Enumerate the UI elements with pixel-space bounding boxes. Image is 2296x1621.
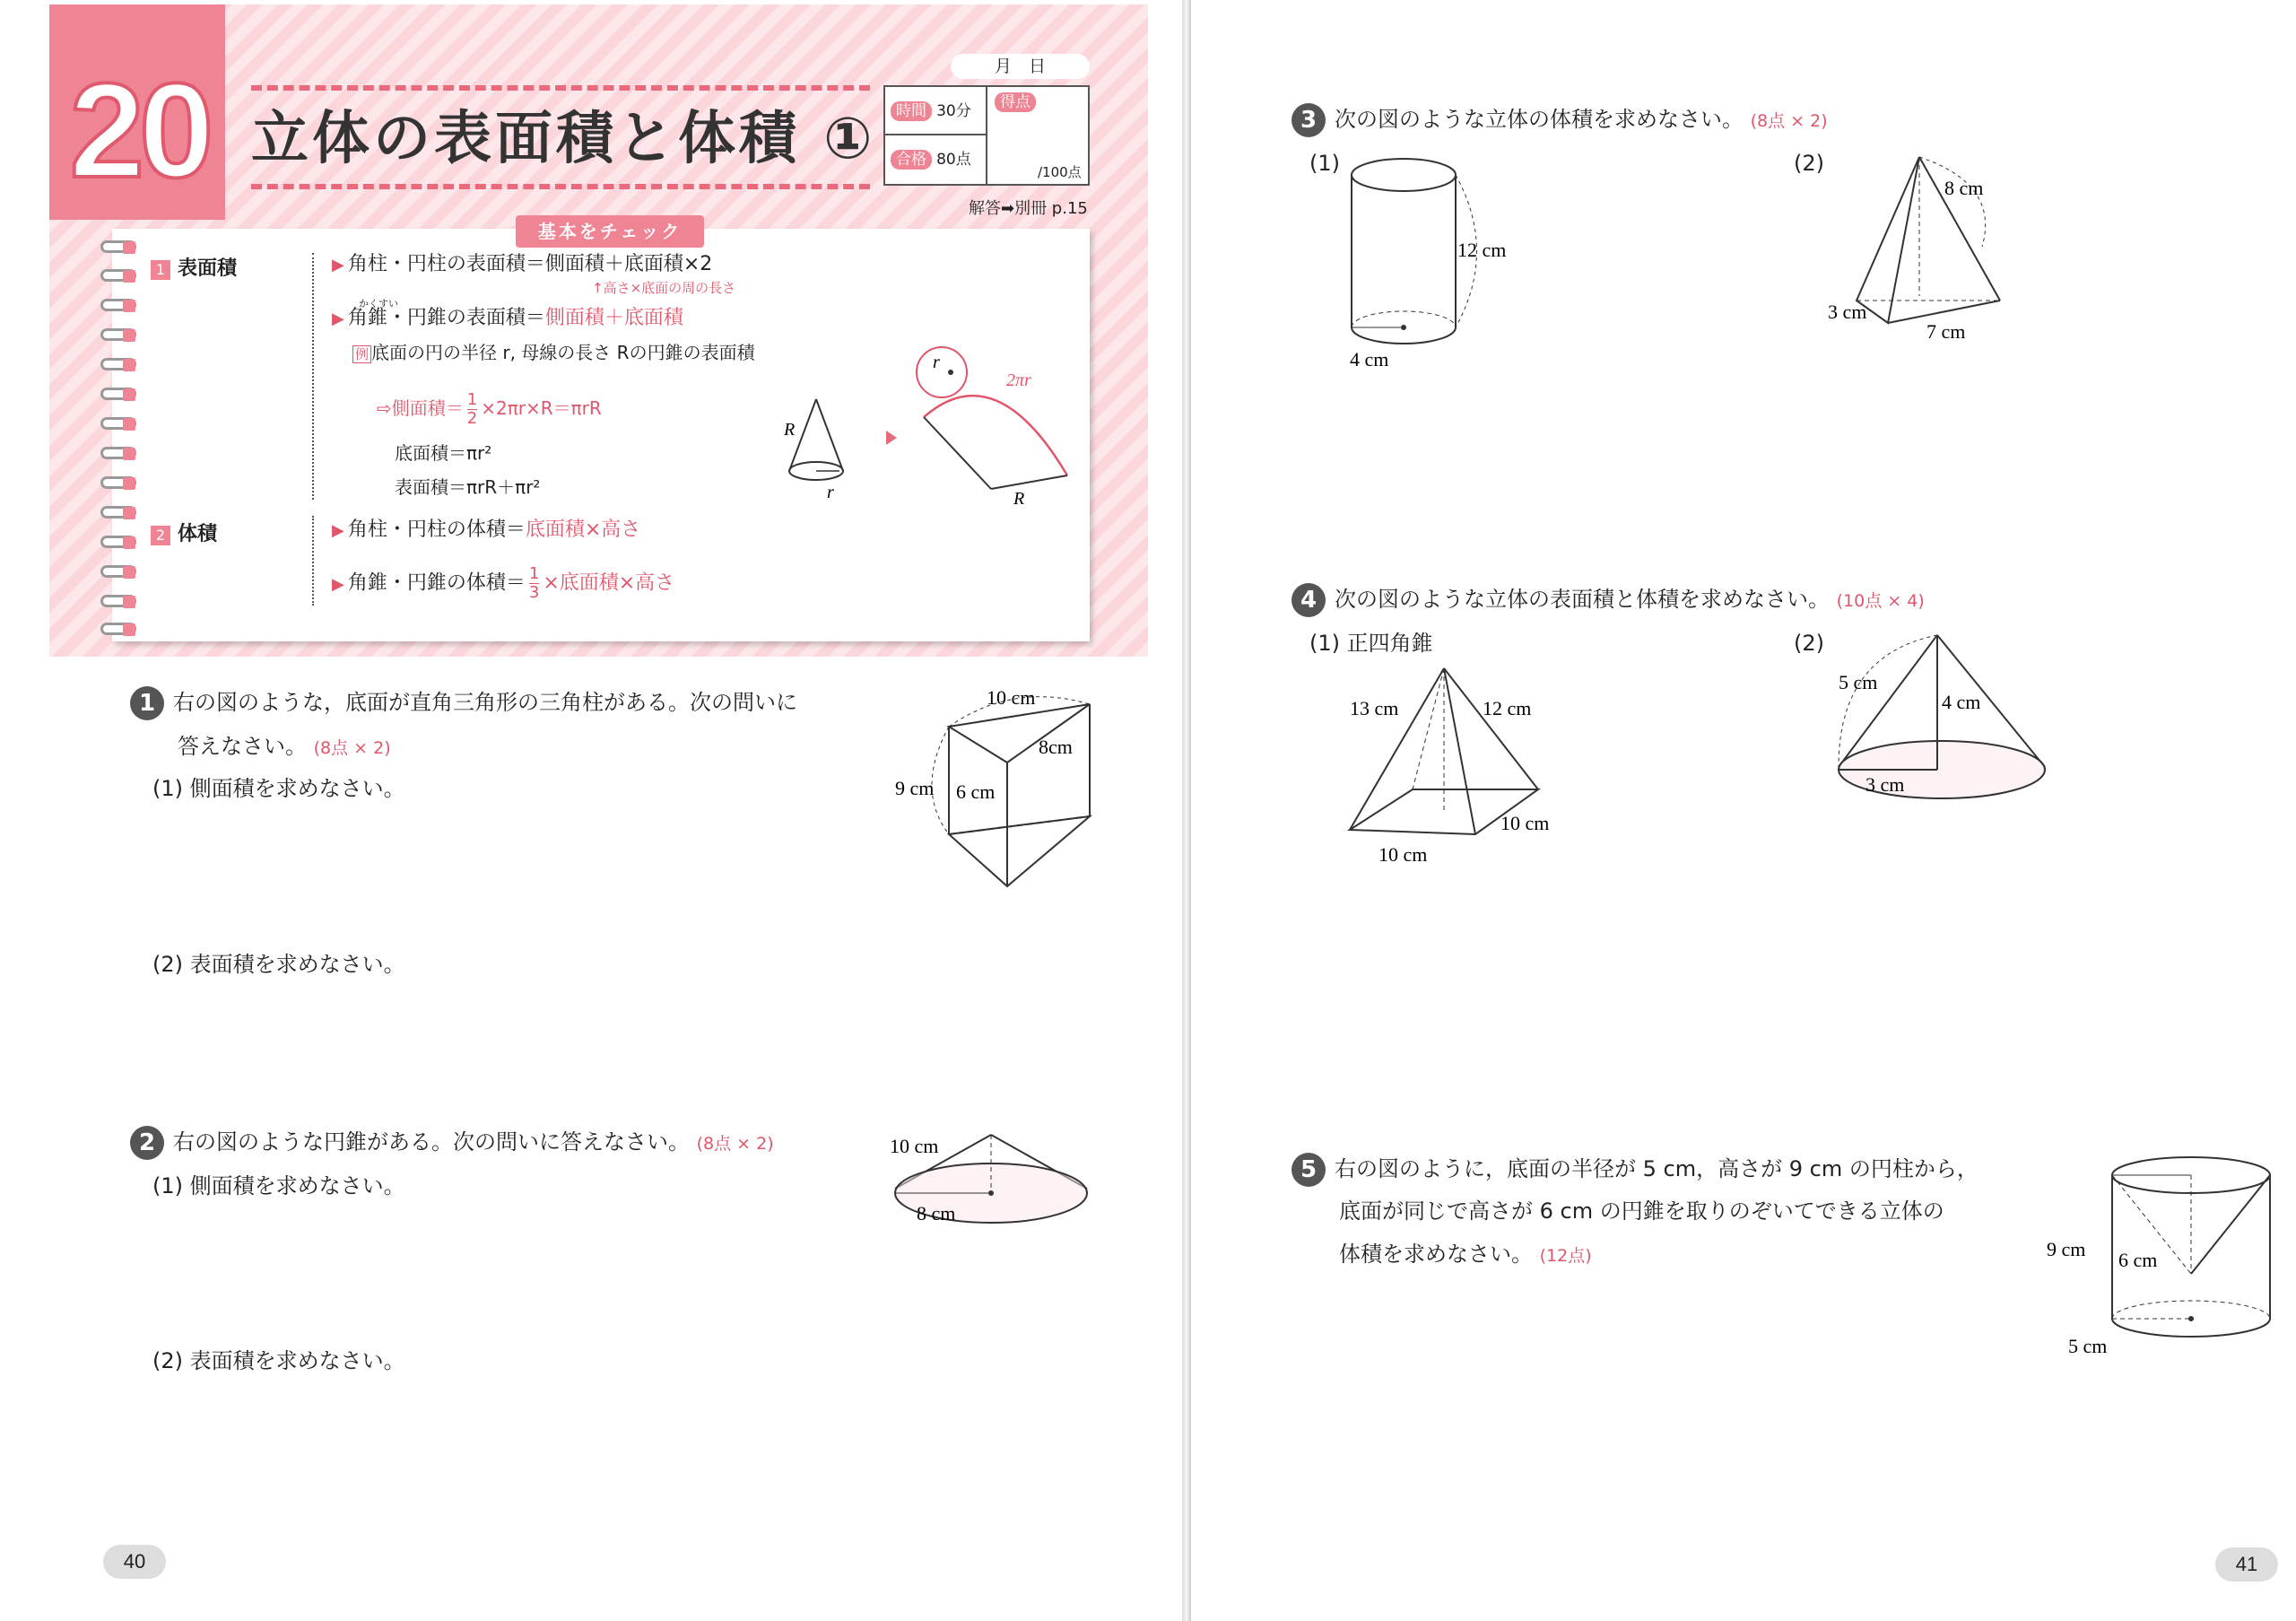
formula-pyramid-surface: ▶ 角錐・円錐の表面積＝側面積＋底面積 xyxy=(332,307,683,329)
edge-label: 12 cm xyxy=(1483,697,1532,719)
ruby-kakusui: かくすい xyxy=(359,298,398,309)
label-r: r xyxy=(827,483,834,502)
lesson-title: 立体の表面積と体積 ① xyxy=(251,106,876,172)
surface-area-formula: 表面積＝πrR＋πr² xyxy=(395,476,541,498)
binder-ring xyxy=(100,565,136,578)
question-1-line2: 答えなさい。 (8点 × 2) xyxy=(178,734,391,759)
q3-sub1: (1) xyxy=(1309,151,1340,176)
question-5: 5 右の図のように，底面の半径が 5 cm，高さが 9 cm の円柱から， xyxy=(1292,1153,1979,1187)
edge-label: 5 cm xyxy=(1839,671,1878,693)
formula-prism-surface: ▶ 角柱・円柱の表面積＝側面積＋底面積×2 xyxy=(332,253,713,275)
score-total: /100点 xyxy=(1038,164,1082,180)
square-pyramid-figure xyxy=(1341,659,1583,875)
example-line: 例 底面の円の半径 r, 母線の長さ Rの円錐の表面積 xyxy=(352,341,755,366)
score-label: 得点 xyxy=(995,92,1036,112)
triangular-prism-figure xyxy=(888,682,1121,897)
edge-label: 8 cm xyxy=(1944,177,1984,199)
q1-sub2: (2) 表面積を求めなさい。 xyxy=(152,952,405,977)
side-area-formula: ⇨側面積＝ $\frac{1}{2}$ ×2πr×R＝πrR xyxy=(377,390,602,428)
edge-label: 5 cm xyxy=(2068,1335,2108,1357)
binder-ring xyxy=(100,447,136,459)
edge-label: 10 cm xyxy=(890,1135,939,1157)
binder-ring xyxy=(100,623,136,635)
binder-ring xyxy=(100,595,136,607)
section-label: 体積 xyxy=(178,523,218,545)
binder-ring xyxy=(100,240,136,253)
edge-label: 8cm xyxy=(1039,736,1073,758)
binder-ring xyxy=(100,417,136,430)
binder-ring xyxy=(100,476,136,489)
time-value: 30分 xyxy=(936,102,971,120)
binder-ring xyxy=(100,299,136,311)
score-box xyxy=(883,85,1090,186)
label-r-circle: r xyxy=(933,353,940,372)
cone-net-figure xyxy=(771,341,1076,520)
section-number: 2 xyxy=(151,526,170,545)
book-gutter xyxy=(1182,0,1191,1621)
q4-sub1: (1) 正四角錐 xyxy=(1309,631,1433,656)
edge-label: 6 cm xyxy=(2118,1249,2158,1271)
edge-label: 8 cm xyxy=(917,1202,956,1224)
title-rule-bottom xyxy=(251,184,870,189)
cylinder-figure xyxy=(1341,153,1556,377)
q2-sub1: (1) 側面積を求めなさい。 xyxy=(152,1173,405,1198)
question-2: 2 右の図のような円錐がある。次の問いに答えなさい。 (8点 × 2) xyxy=(130,1126,774,1160)
binder-ring xyxy=(100,506,136,519)
binder-ring xyxy=(100,358,136,370)
question-4: 4 次の図のような立体の表面積と体積を求めなさい。 (10点 × 4) xyxy=(1292,583,1925,617)
pass-value: 80点 xyxy=(936,151,971,169)
label-R: R xyxy=(784,420,796,440)
q2-sub2: (2) 表面積を求めなさい。 xyxy=(152,1348,405,1373)
formula-prism-volume: ▶ 角柱・円柱の体積＝底面積×高さ xyxy=(332,519,641,541)
edge-label: 12 cm xyxy=(1457,239,1507,261)
pass-label: 合格 xyxy=(891,150,932,170)
q4-sub2: (2) xyxy=(1794,631,1824,656)
answer-reference: 解答➡別冊 p.15 xyxy=(969,199,1088,218)
formula-pyramid-volume: ▶ 角錐・円錐の体積＝ $\frac{1}{3}$ ×底面積×高さ xyxy=(332,564,675,602)
question-5-line3: 体積を求めなさい。 (12点) xyxy=(1339,1242,1592,1267)
divider xyxy=(312,253,314,500)
edge-label: 3 cm xyxy=(1828,301,1867,323)
date-field: 月 日 xyxy=(951,54,1090,79)
edge-label: 10 cm xyxy=(987,686,1036,709)
binder-ring xyxy=(100,536,136,548)
time-label: 時間 xyxy=(891,101,932,121)
binder-ring xyxy=(100,388,136,400)
triangular-pyramid-figure xyxy=(1821,148,2054,354)
label-R-net: R xyxy=(1013,489,1025,509)
q1-sub1: (1) 側面積を求めなさい。 xyxy=(152,776,405,801)
check-badge: 基本をチェック xyxy=(516,215,704,248)
edge-label: 13 cm xyxy=(1350,697,1399,719)
arrow-icon xyxy=(886,431,897,445)
cylinder-minus-cone-figure xyxy=(2045,1148,2278,1364)
edge-label: 9 cm xyxy=(895,777,935,799)
edge-label: 10 cm xyxy=(1500,812,1550,834)
page-number-right: 41 xyxy=(2215,1547,2278,1582)
cone-figure xyxy=(879,1121,1094,1247)
edge-label: 4 cm xyxy=(1942,691,1981,713)
question-3: 3 次の図のような立体の体積を求めなさい。 (8点 × 2) xyxy=(1292,103,1828,137)
edge-label: 6 cm xyxy=(956,780,996,803)
section-number: 1 xyxy=(151,260,170,280)
edge-label: 4 cm xyxy=(1350,348,1389,370)
section-surface-area xyxy=(151,253,237,281)
q3-sub2: (2) xyxy=(1794,151,1824,176)
lesson-number: 20 xyxy=(69,55,209,205)
cone-figure-2 xyxy=(1821,628,2054,816)
section-volume xyxy=(151,519,217,546)
divider xyxy=(312,516,314,606)
base-area-formula: 底面積＝πr² xyxy=(395,442,492,464)
edge-label: 10 cm xyxy=(1378,843,1428,866)
edge-label: 7 cm xyxy=(1926,320,1966,343)
binder-ring xyxy=(100,328,136,341)
question-5-line2: 底面が同じで高さが 6 cm の円錐を取りのぞいてできる立体の xyxy=(1339,1198,1944,1224)
page-number-left: 40 xyxy=(103,1545,166,1579)
edge-label: 9 cm xyxy=(2047,1238,2086,1260)
edge-label: 3 cm xyxy=(1866,773,1905,796)
formula-note: ↑高さ×底面の周の長さ xyxy=(592,280,736,296)
binder-ring xyxy=(100,269,136,282)
question-1: 1 右の図のような，底面が直角三角形の三角柱がある。次の問いに xyxy=(130,686,797,720)
title-rule-top xyxy=(251,85,870,91)
section-label: 表面積 xyxy=(178,257,238,280)
label-2pir: 2πr xyxy=(1006,370,1031,390)
